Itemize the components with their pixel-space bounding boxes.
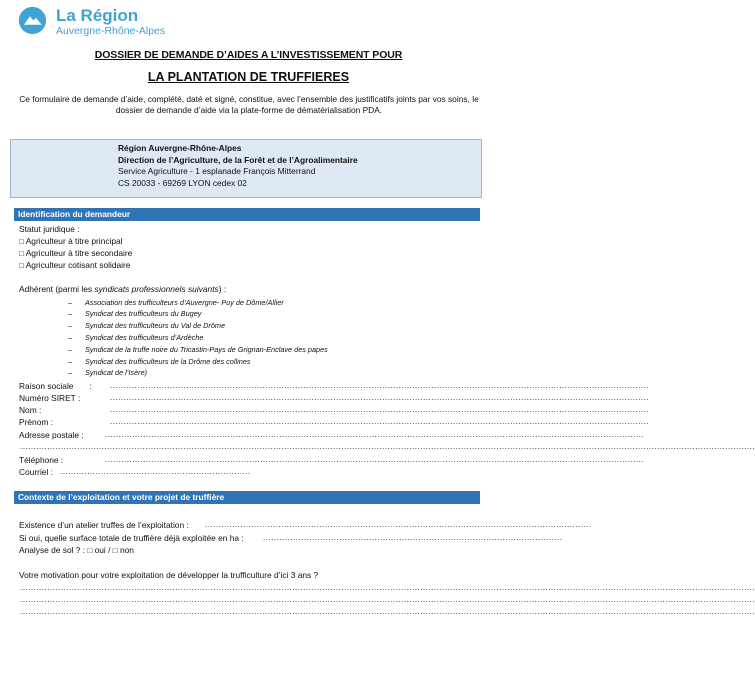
syndicat-item: – Syndicat des trufficulteurs d’Ardèche <box>68 333 204 342</box>
syndicat-item: – Syndicat des trufficulteurs de la Drôme des collines <box>68 357 251 366</box>
logo-subtitle: Auvergne-Rhône-Alpes <box>56 25 166 37</box>
syndicat-item: – Association des trufficulteurs d’Auvergne- Puy de Dôme/Allier <box>68 298 284 307</box>
document-title-line1: DOSSIER DE DEMANDE D’AIDES A L’INVESTISSEMENT POUR <box>94 49 403 61</box>
question-analyse-sol: Analyse de sol ? : □ oui / □ non <box>19 545 134 555</box>
document-title-line2: LA PLANTATION DE TRUFFIERES <box>147 70 350 84</box>
statut-label: Statut juridique : <box>19 224 80 234</box>
question-surface-truffiere: Si oui, quelle surface totale de truffière déjà exploitée en ha : <box>19 533 244 543</box>
statut-option-secondaire[interactable]: □ Agriculteur à titre secondaire <box>19 248 133 258</box>
field-telephone-input[interactable]: ...................................................................................................................................................................................................... <box>105 455 645 464</box>
checkbox-icon[interactable]: □ <box>112 546 118 555</box>
statut-option-solidaire[interactable]: □ Agriculteur cotisant solidaire <box>19 260 131 270</box>
logo-name: La Région <box>56 6 139 25</box>
answer-motivation-line2[interactable]: .............................................................................................................................................................................................................................................................................. <box>20 595 755 604</box>
statut-option-principal[interactable]: □ Agriculteur à titre principal <box>19 236 123 246</box>
logo-text <box>56 7 165 38</box>
field-raison-sociale-label: Raison sociale : <box>19 381 92 391</box>
field-courriel-input[interactable]: ...................................................................... <box>60 467 251 476</box>
section-header-identification: Identification du demandeur <box>14 208 480 221</box>
field-adresse-input-line2[interactable]: .............................................................................................................................................................................................................................................................................. <box>20 442 755 451</box>
syndicat-item: – Syndicat de la truffe noire du Tricastin-Pays de Grignan-Enclave des papes <box>68 345 328 354</box>
checkbox-icon[interactable]: □ <box>87 546 93 555</box>
section-header-contexte: Contexte de l’exploitation et votre projet de truffière <box>14 491 480 504</box>
question-motivation: Votre motivation pour votre exploitation de développer la trufficulture d’ici 3 ans ? <box>19 570 319 580</box>
adherent-label: Adhérent (parmi les syndicats professionnels suivants) : <box>19 284 227 294</box>
option-oui: oui / <box>94 545 111 555</box>
syndicat-item: – Syndicat des trufficulteurs du Bugey <box>68 309 202 318</box>
field-siret-input[interactable]: ...................................................................................................................................................................................................... <box>110 393 650 402</box>
field-siret-label: Numéro SIRET : <box>19 393 81 403</box>
answer-atelier-truffes-input[interactable]: .............................................................................................................................................. <box>205 520 592 529</box>
address-block <box>118 143 358 189</box>
checkbox-icon[interactable]: □ <box>19 261 24 270</box>
checkbox-icon[interactable]: □ <box>19 249 24 258</box>
question-atelier-truffes: Existence d’un atelier truffes de l’exploitation : <box>19 520 189 530</box>
region-logo <box>18 6 52 40</box>
syndicat-item: – Syndicat de l’Isère) <box>68 368 148 377</box>
field-prenom-label: Prénom : <box>19 417 53 427</box>
address-line4: CS 20033 - 69269 LYON cedex 02 <box>118 177 247 188</box>
address-line1: Région Auvergne-Rhône-Alpes <box>118 143 242 153</box>
address-line3: Service Agriculture - 1 esplanade François Mitterrand <box>118 166 316 176</box>
answer-motivation-line3[interactable]: .............................................................................................................................................................................................................................................................................. <box>20 607 755 616</box>
field-telephone-label: Téléphone : <box>19 455 64 465</box>
checkbox-icon[interactable]: □ <box>19 237 24 246</box>
field-raison-sociale-input[interactable]: ...................................................................................................................................................................................................... <box>110 381 650 390</box>
intro-paragraph: Ce formulaire de demande d’aide, complété, daté et signé, constitue, avec l’ensemble des justificatifs joints par vos soins, le dossier de demande d’aide via la plate-forme de dématérialisation PDA. <box>19 94 479 115</box>
field-nom-input[interactable]: ...................................................................................................................................................................................................... <box>110 405 650 414</box>
answer-motivation-line1[interactable]: .............................................................................................................................................................................................................................................................................. <box>20 583 755 592</box>
field-adresse-label: Adresse postale : <box>19 430 84 440</box>
syndicat-item: – Syndicat des trufficulteurs du Val de Drôme <box>68 321 226 330</box>
option-non: non <box>119 545 134 555</box>
field-prenom-input[interactable]: ...................................................................................................................................................................................................... <box>110 417 650 426</box>
address-line2: Direction de l’Agriculture, de la Forêt et de l’Agroalimentaire <box>118 154 358 165</box>
field-courriel-label: Courriel : <box>19 467 53 477</box>
field-nom-label: Nom : <box>19 405 42 415</box>
answer-surface-truffiere-input[interactable]: .............................................................................................................. <box>263 533 563 542</box>
field-adresse-input[interactable]: ...................................................................................................................................................................................................... <box>105 430 645 439</box>
